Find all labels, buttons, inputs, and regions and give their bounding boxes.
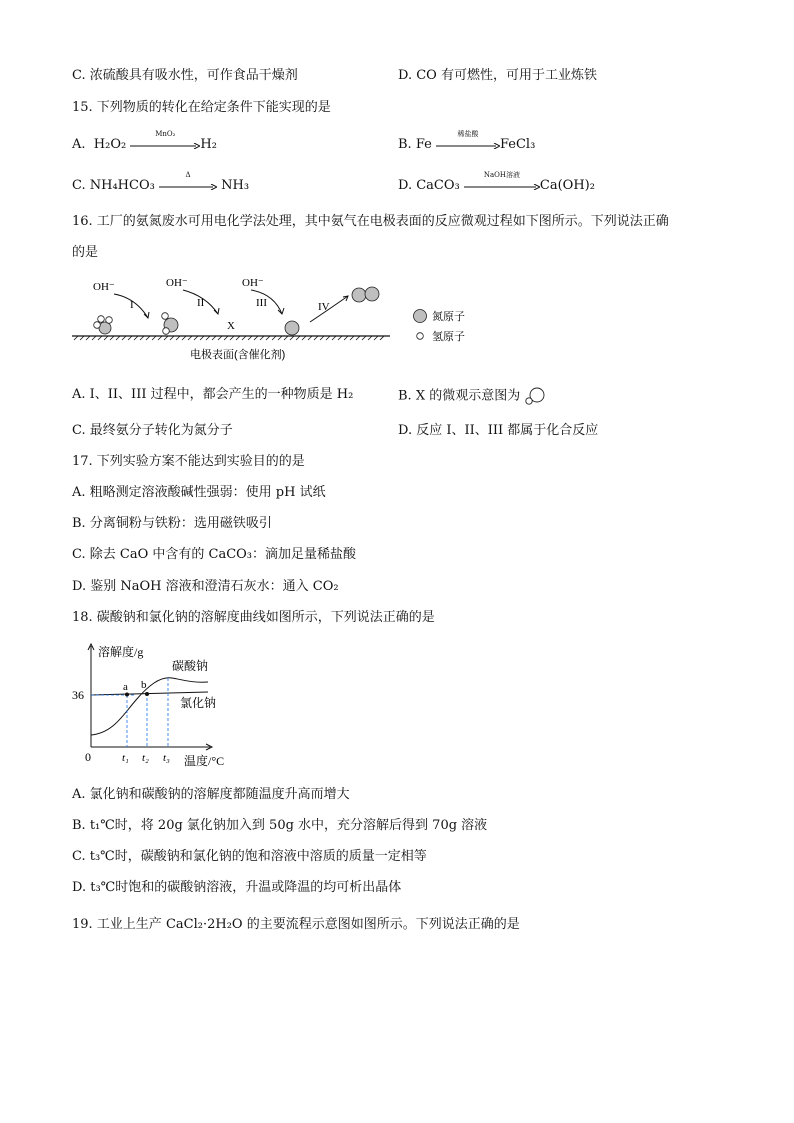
- q15-option-a: [72, 129, 217, 154]
- q16-option-a: A. I、II、III 过程中，都会产生的一种物质是 H₂: [72, 387, 354, 402]
- reaction-arrow: [159, 170, 217, 192]
- legend-nitrogen-icon: [414, 310, 427, 323]
- surface-hatching: [74, 336, 384, 340]
- reaction-arrow: [464, 170, 540, 192]
- point-b-label: b: [141, 679, 147, 691]
- series-nacl-curve: [91, 692, 208, 695]
- q15-a-condition: MnO₂: [155, 129, 176, 138]
- q15-b-condition: 稀盐酸: [457, 129, 479, 138]
- q14-option-c: C. 浓硫酸具有吸水性，可作食品干燥剂: [72, 68, 298, 83]
- q15-d-to: Ca(OH)₂: [539, 178, 595, 193]
- point-b: [145, 692, 149, 696]
- q15-option-d: [398, 170, 595, 195]
- q16-stem-line2: 的是: [72, 245, 99, 260]
- q15-option-c: [72, 170, 250, 195]
- guide-lines: [91, 678, 168, 747]
- step-label-2: II: [197, 297, 205, 309]
- solubility-chart: [68, 640, 238, 770]
- q18-option-c: C. t₃℃时，碳酸钠和氯化钠的饱和溶液中溶质的质量一定相等: [72, 849, 427, 864]
- q16-option-c: C. 最终氨分子转化为氮分子: [72, 423, 233, 438]
- y-axis-label: 溶解度/g: [98, 645, 144, 659]
- reaction-arrow: [130, 129, 200, 151]
- q15-stem: 15. 下列物质的转化在给定条件下能实现的是: [72, 100, 331, 115]
- hydroxide-label-1: OH⁻: [93, 281, 115, 293]
- q15-b-to: FeCl₃: [499, 137, 536, 152]
- step-label-1: I: [130, 299, 134, 311]
- origin-label: 0: [85, 750, 91, 764]
- step-label-4: IV: [318, 301, 330, 313]
- q18-option-a: A. 氯化钠和碳酸钠的溶解度都随温度升高而增大: [72, 787, 350, 802]
- point-a-label: a: [123, 681, 128, 693]
- series-label-na2co3: 碳酸钠: [172, 659, 209, 673]
- q14-option-d: D. CO 有可燃性，可用于工业炼铁: [398, 68, 597, 83]
- q16-option-d: D. 反应 I、II、III 都属于化合反应: [398, 423, 599, 438]
- point-a: [125, 693, 129, 697]
- reaction-arrow: [436, 129, 500, 151]
- q16-option-b: [398, 386, 548, 406]
- legend-hydrogen-icon: [417, 333, 424, 340]
- ammonia-molecule: [94, 316, 113, 334]
- q15-d-label: D. CaCO₃: [398, 178, 460, 193]
- q15-d-condition: NaOH溶液: [483, 170, 520, 179]
- legend-nitrogen-label: 氮原子: [432, 311, 465, 323]
- q15-b-label: B. Fe: [398, 137, 432, 152]
- q15-c-to: NH₃: [221, 178, 250, 193]
- q17-option-d: D. 鉴别 NaOH 溶液和澄清石灰水：通入 CO₂: [72, 579, 339, 594]
- q19-stem: 19. 工业上生产 CaCl₂·2H₂O 的主要流程示意图如图所示。下列说法正确的是: [72, 917, 520, 932]
- q15-c-condition: Δ: [185, 170, 191, 179]
- step-arrows: [114, 290, 348, 322]
- hydroxide-label-2: OH⁻: [166, 277, 188, 289]
- x-tick-t3: t₃: [163, 752, 170, 764]
- x-tick-t2: t₂: [142, 752, 149, 764]
- surface-label: 电极表面(含催化剂): [190, 349, 286, 361]
- legend-hydrogen-label: 氢原子: [432, 331, 465, 343]
- series-label-nacl: 氯化钠: [180, 696, 217, 710]
- q18-option-b: B. t₁℃时，将 20g 氯化钠加入到 50g 水中，充分溶解后得到 70g 溶液: [72, 818, 488, 833]
- q17-option-b: B. 分离铜粉与铁粉：选用磁铁吸引: [72, 516, 272, 531]
- q17-option-a: A. 粗略测定溶液酸碱性强弱：使用 pH 试纸: [72, 485, 326, 500]
- q18-option-d: D. t₃℃时饱和的碳酸钠溶液，升温或降温的均可析出晶体: [72, 880, 402, 895]
- y-tick-36: 36: [72, 688, 84, 702]
- x-tick-t1: t₁: [122, 752, 129, 764]
- q16-stem-line1: 16. 工厂的氨氮废水可用电化学法处理，其中氨气在电极表面的反应微观过程如下图所示。下列说法正确: [72, 214, 669, 229]
- nitrogen-molecule: [352, 287, 379, 302]
- q16-b-text: B. X 的微观示意图为: [398, 388, 521, 404]
- q17-stem: 17. 下列实验方案不能达到实验目的的是: [72, 454, 305, 469]
- electrode-reaction-diagram: [70, 270, 490, 368]
- nitrogen-atom: [285, 321, 299, 335]
- q15-c-label: C. NH₄HCO₃: [72, 178, 155, 193]
- x-micro-icon: [524, 386, 548, 406]
- q17-option-c: C. 除去 CaO 中含有的 CaCO₃：滴加足量稀盐酸: [72, 547, 357, 562]
- q15-a-label: A.: [72, 137, 86, 152]
- x-axis-label: 温度/°C: [184, 754, 225, 768]
- q15-option-b: [398, 129, 536, 154]
- nh2-species: [162, 313, 178, 335]
- hydroxide-label-3: OH⁻: [242, 277, 264, 289]
- q15-a-from: H₂O₂: [93, 137, 127, 152]
- q15-a-to: H₂: [200, 137, 217, 152]
- intermediate-x-label: X: [227, 320, 235, 332]
- step-label-3: III: [256, 297, 267, 309]
- q18-stem: 18. 碳酸钠和氯化钠的溶解度曲线如图所示，下列说法正确的是: [72, 610, 435, 625]
